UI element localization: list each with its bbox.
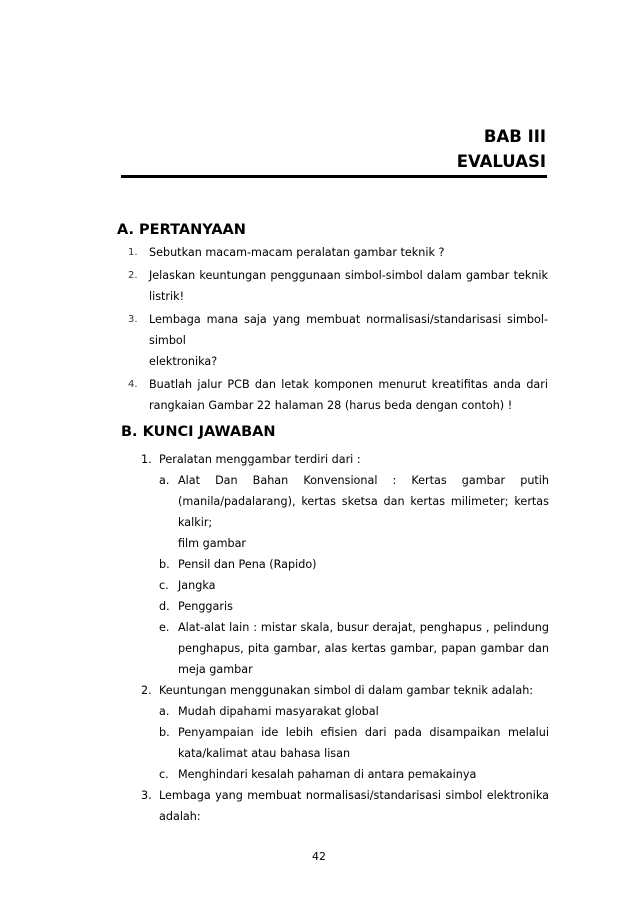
section-b-title: B. KUNCI JAWABAN bbox=[121, 424, 276, 440]
list-item bbox=[141, 680, 549, 785]
sub-letter: d. bbox=[159, 600, 170, 613]
sub-item bbox=[159, 575, 549, 596]
list-item bbox=[128, 265, 548, 307]
sub-text: meja gambar bbox=[178, 663, 253, 676]
sub-item bbox=[159, 701, 549, 722]
item-number: 2. bbox=[141, 684, 152, 697]
sub-letter: e. bbox=[159, 621, 170, 634]
heading-rule bbox=[121, 175, 547, 178]
item-text: adalah: bbox=[159, 810, 201, 823]
sub-text: Mudah dipahami masyarakat global bbox=[178, 705, 379, 718]
list-item bbox=[128, 309, 548, 372]
sub-item bbox=[159, 764, 549, 785]
question-list bbox=[128, 242, 548, 418]
list-item bbox=[141, 449, 549, 680]
sub-letter: c. bbox=[159, 579, 169, 592]
item-text: rangkaian Gambar 22 halaman 28 (harus beda dengan contoh) ! bbox=[149, 399, 513, 412]
sub-text: Penggaris bbox=[178, 600, 233, 613]
sub-letter: c. bbox=[159, 768, 169, 781]
sub-text: film gambar bbox=[178, 537, 247, 550]
answer-list bbox=[141, 449, 549, 827]
sub-text: Alat Dan Bahan Konvensional : Kertas gambar putih bbox=[178, 474, 549, 487]
chapter-title: EVALUASI bbox=[456, 152, 546, 171]
sub-text: kata/kalimat atau bahasa lisan bbox=[178, 747, 351, 760]
item-number: 4. bbox=[128, 379, 138, 390]
item-number: 2. bbox=[128, 270, 138, 281]
item-number: 3. bbox=[128, 314, 138, 325]
sub-item bbox=[159, 722, 549, 764]
item-text: listrik! bbox=[149, 290, 185, 303]
sub-text: Penyampaian ide lebih efisien dari pada disampaikan melalui bbox=[178, 726, 549, 739]
item-text: Jelaskan keuntungan penggunaan simbol-simbol dalam gambar teknik bbox=[149, 269, 548, 282]
item-text: elektronika? bbox=[149, 355, 218, 368]
list-item bbox=[128, 242, 548, 263]
sub-item bbox=[159, 596, 549, 617]
sub-letter: b. bbox=[159, 726, 170, 739]
sub-text: Menghindari kesalah pahaman di antara pemakainya bbox=[178, 768, 477, 781]
section-a-title: A. PERTANYAAN bbox=[117, 222, 246, 238]
item-text: Lembaga mana saja yang membuat normalisasi/standarisasi simbol-simbol bbox=[149, 313, 548, 347]
sub-text: Jangka bbox=[178, 579, 216, 592]
item-number: 1. bbox=[128, 247, 138, 258]
item-text: Peralatan menggambar terdiri dari : bbox=[159, 453, 361, 466]
sub-text: (manila/padalarang), kertas sketsa dan kertas milimeter; kertas kalkir; bbox=[178, 495, 549, 529]
sub-text: Pensil dan Pena (Rapido) bbox=[178, 558, 317, 571]
sub-letter: a. bbox=[159, 705, 170, 718]
list-item bbox=[128, 374, 548, 416]
sub-letter: a. bbox=[159, 474, 170, 487]
sub-text: penghapus, pita gambar, alas kertas gambar, papan gambar dan bbox=[178, 642, 549, 655]
chapter-heading bbox=[457, 124, 546, 174]
item-text: Buatlah jalur PCB dan letak komponen menurut kreatifitas anda dari bbox=[149, 378, 548, 391]
sub-item bbox=[159, 470, 549, 554]
item-text: Lembaga yang membuat normalisasi/standarisasi simbol elektronika bbox=[159, 789, 549, 802]
item-number: 1. bbox=[141, 453, 152, 466]
list-item bbox=[141, 785, 549, 827]
sub-item bbox=[159, 554, 549, 575]
sub-letter: b. bbox=[159, 558, 170, 571]
item-number: 3. bbox=[141, 789, 152, 802]
sub-item bbox=[159, 617, 549, 680]
sub-text: Alat-alat lain : mistar skala, busur derajat, penghapus , pelindung bbox=[178, 621, 549, 634]
item-text: Sebutkan macam-macam peralatan gambar teknik ? bbox=[149, 246, 445, 259]
chapter-number: BAB III bbox=[483, 127, 546, 146]
page-number: 42 bbox=[312, 850, 326, 863]
item-text: Keuntungan menggunakan simbol di dalam gambar teknik adalah: bbox=[159, 684, 534, 697]
